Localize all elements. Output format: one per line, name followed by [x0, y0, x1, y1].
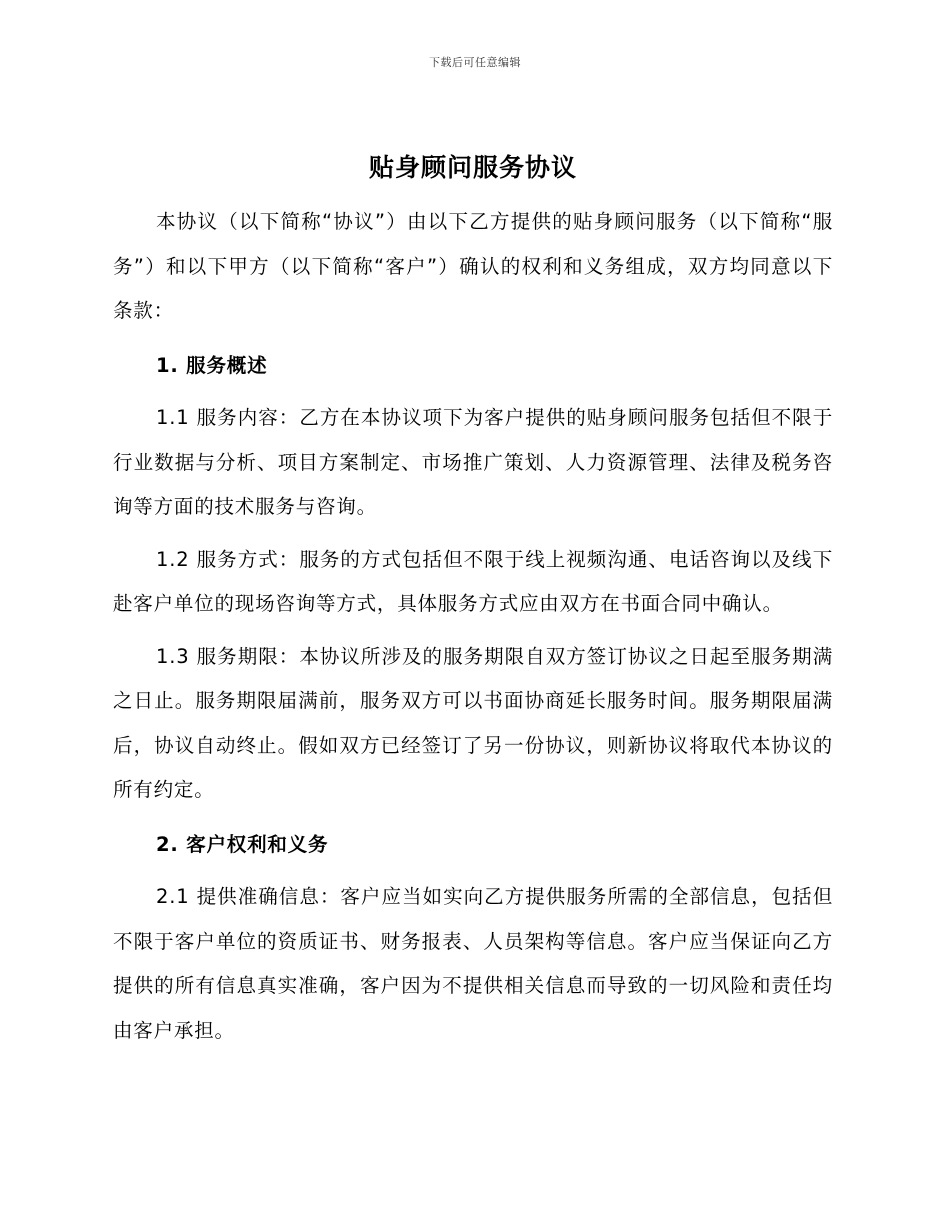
- clause-2-1: 2.1 提供准确信息：客户应当如实向乙方提供服务所需的全部信息，包括但不限于客户单位的资质证书、财务报表、人员架构等信息。客户应当保证向乙方提供的所有信息真实准确，客户因为不提供相关信息而导致的一切风险和责任均由客户承担。: [113, 885, 833, 1042]
- document-body: [113, 148, 833, 1053]
- section-heading-service-overview: 1. 服务概述: [156, 353, 268, 377]
- section-heading-client-rights: 2. 客户权利和义务: [156, 832, 329, 856]
- intro-paragraph: 本协议（以下简称“协议”）由以下乙方提供的贴身顾问服务（以下简称“服务”）和以下甲方（以下简称“客户”）确认的权利和义务组成，双方均同意以下条款：: [113, 210, 833, 322]
- clause-1-3: 1.3 服务期限：本协议所涉及的服务期限自双方签订协议之日起至服务期满之日止。服务期限届满前，服务双方可以书面协商延长服务时间。服务期限届满后，协议自动终止。假如双方已经签订了另一份协议，则新协议将取代本协议的所有约定。: [113, 644, 833, 801]
- header-note: 下载后可任意编辑: [429, 56, 521, 69]
- document-title: 贴身顾问服务协议: [368, 153, 577, 182]
- clause-1-1: 1.1 服务内容：乙方在本协议项下为客户提供的贴身顾问服务包括但不限于行业数据与分析、项目方案制定、市场推广策划、人力资源管理、法律及税务咨询等方面的技术服务与咨询。: [113, 406, 833, 518]
- clause-1-2: 1.2 服务方式：服务的方式包括但不限于线上视频沟通、电话咨询以及线下赴客户单位的现场咨询等方式，具体服务方式应由双方在书面合同中确认。: [113, 547, 833, 615]
